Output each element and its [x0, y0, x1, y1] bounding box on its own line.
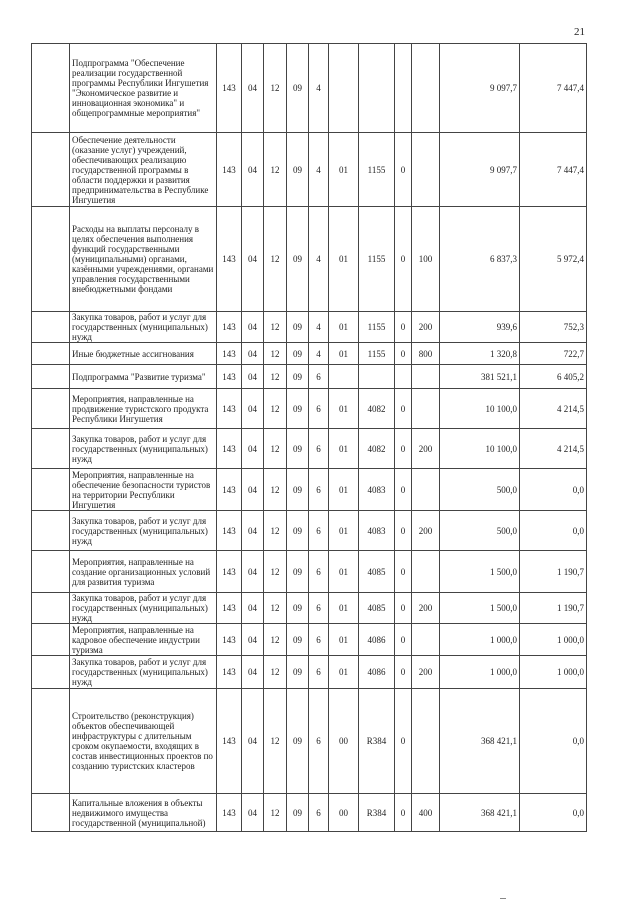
actual-amount: 6 405,2 [520, 365, 587, 389]
code-cell-c4: 09 [287, 511, 309, 551]
code-cell-c1: 143 [217, 624, 242, 656]
code-cell-c6: 01 [329, 343, 359, 365]
row-number-cell [32, 133, 70, 207]
code-cell-c4: 09 [287, 656, 309, 689]
planned-amount: 368 421,1 [440, 689, 520, 794]
planned-amount: 9 097,7 [440, 44, 520, 133]
code-cell-c2: 04 [242, 343, 264, 365]
code-cell-c8: 0 [395, 624, 412, 656]
actual-amount: 0,0 [520, 511, 587, 551]
code-cell-c5: 6 [309, 389, 329, 429]
code-cell-c2: 04 [242, 389, 264, 429]
scan-mark [500, 898, 506, 899]
table-row [32, 44, 587, 133]
code-cell-c1: 143 [217, 551, 242, 593]
code-cell-c3: 12 [264, 689, 287, 794]
code-cell-c8: 0 [395, 794, 412, 832]
planned-amount: 500,0 [440, 511, 520, 551]
code-cell-c2: 04 [242, 794, 264, 832]
actual-amount: 752,3 [520, 312, 587, 343]
code-cell-c1: 143 [217, 794, 242, 832]
code-cell-c2: 04 [242, 689, 264, 794]
code-cell-c4: 09 [287, 551, 309, 593]
row-number-cell [32, 207, 70, 312]
code-cell-c7: 1155 [359, 343, 395, 365]
code-cell-c1: 143 [217, 689, 242, 794]
row-number-cell [32, 794, 70, 832]
code-cell-c8: 0 [395, 207, 412, 312]
code-cell-c6: 01 [329, 469, 359, 511]
actual-amount: 1 190,7 [520, 593, 587, 624]
code-cell-c9: 200 [412, 656, 440, 689]
row-number-cell [32, 389, 70, 429]
code-cell-c5: 6 [309, 365, 329, 389]
code-cell-c8: 0 [395, 593, 412, 624]
code-cell-c7: 4082 [359, 429, 395, 469]
code-cell-c9: 100 [412, 207, 440, 312]
table-row [32, 551, 587, 593]
code-cell-c3: 12 [264, 207, 287, 312]
code-cell-c4: 09 [287, 389, 309, 429]
actual-amount: 722,7 [520, 343, 587, 365]
code-cell-c2: 04 [242, 44, 264, 133]
row-name: Мероприятия, направленные на кадровое обеспечение индустрии туризма [70, 624, 217, 656]
code-cell-c3: 12 [264, 593, 287, 624]
code-cell-c3: 12 [264, 624, 287, 656]
code-cell-c6: 01 [329, 133, 359, 207]
planned-amount: 1 500,0 [440, 551, 520, 593]
row-number-cell [32, 44, 70, 133]
code-cell-c1: 143 [217, 44, 242, 133]
code-cell-c4: 09 [287, 133, 309, 207]
code-cell-c8: 0 [395, 133, 412, 207]
code-cell-c6: 01 [329, 624, 359, 656]
code-cell-c5: 6 [309, 551, 329, 593]
code-cell-c7: 4086 [359, 624, 395, 656]
table-row [32, 429, 587, 469]
planned-amount: 1 500,0 [440, 593, 520, 624]
row-name: Мероприятия, направленные на продвижение туристского продукта Республики Ингушетия [70, 389, 217, 429]
code-cell-c3: 12 [264, 343, 287, 365]
code-cell-c4: 09 [287, 207, 309, 312]
code-cell-c9: 200 [412, 312, 440, 343]
code-cell-c1: 143 [217, 312, 242, 343]
planned-amount: 1 320,8 [440, 343, 520, 365]
code-cell-c6: 01 [329, 656, 359, 689]
budget-table [31, 43, 587, 832]
row-name: Мероприятия, направленные на обеспечение безопасности туристов на территории Республики Ингушетия [70, 469, 217, 511]
row-name: Закупка товаров, работ и услуг для государственных (муниципальных) нужд [70, 429, 217, 469]
code-cell-c7: R384 [359, 689, 395, 794]
code-cell-c2: 04 [242, 624, 264, 656]
code-cell-c8: 0 [395, 656, 412, 689]
planned-amount: 1 000,0 [440, 624, 520, 656]
planned-amount: 10 100,0 [440, 389, 520, 429]
code-cell-c4: 09 [287, 44, 309, 133]
code-cell-c2: 04 [242, 312, 264, 343]
code-cell-c2: 04 [242, 551, 264, 593]
row-name: Закупка товаров, работ и услуг для государственных (муниципальных) нужд [70, 511, 217, 551]
row-name: Капитальные вложения в объекты недвижимого имущества государственной (муниципальной) [70, 794, 217, 832]
table-row [32, 133, 587, 207]
code-cell-c4: 09 [287, 689, 309, 794]
row-number-cell [32, 365, 70, 389]
table-row [32, 794, 587, 832]
code-cell-c7: 4083 [359, 511, 395, 551]
code-cell-c8: 0 [395, 429, 412, 469]
code-cell-c5: 6 [309, 593, 329, 624]
code-cell-c9 [412, 365, 440, 389]
code-cell-c5: 4 [309, 343, 329, 365]
actual-amount: 1 190,7 [520, 551, 587, 593]
row-number-cell [32, 551, 70, 593]
code-cell-c9 [412, 389, 440, 429]
code-cell-c5: 6 [309, 794, 329, 832]
row-name: Иные бюджетные ассигнования [70, 343, 217, 365]
row-number-cell [32, 656, 70, 689]
row-name: Подпрограмма "Обеспечение реализации государственной программы Республики Ингушетия "Экономическое развитие и инновационная экономика" и общепрограммные мероприятия" [70, 44, 217, 133]
table-row [32, 656, 587, 689]
planned-amount: 381 521,1 [440, 365, 520, 389]
code-cell-c3: 12 [264, 511, 287, 551]
code-cell-c9: 200 [412, 511, 440, 551]
code-cell-c6: 01 [329, 207, 359, 312]
row-number-cell [32, 429, 70, 469]
code-cell-c6: 01 [329, 511, 359, 551]
code-cell-c6: 01 [329, 389, 359, 429]
code-cell-c3: 12 [264, 389, 287, 429]
code-cell-c2: 04 [242, 656, 264, 689]
code-cell-c6: 00 [329, 794, 359, 832]
row-number-cell [32, 312, 70, 343]
code-cell-c6: 00 [329, 689, 359, 794]
code-cell-c3: 12 [264, 133, 287, 207]
code-cell-c4: 09 [287, 343, 309, 365]
code-cell-c3: 12 [264, 794, 287, 832]
code-cell-c5: 6 [309, 429, 329, 469]
code-cell-c9 [412, 133, 440, 207]
actual-amount: 0,0 [520, 794, 587, 832]
code-cell-c9: 400 [412, 794, 440, 832]
table-row [32, 511, 587, 551]
code-cell-c9 [412, 44, 440, 133]
code-cell-c9: 200 [412, 429, 440, 469]
row-number-cell [32, 343, 70, 365]
code-cell-c8: 0 [395, 389, 412, 429]
code-cell-c9 [412, 689, 440, 794]
code-cell-c8: 0 [395, 469, 412, 511]
code-cell-c8 [395, 365, 412, 389]
row-number-cell [32, 469, 70, 511]
code-cell-c1: 143 [217, 365, 242, 389]
planned-amount: 939,6 [440, 312, 520, 343]
row-number-cell [32, 511, 70, 551]
table-row [32, 365, 587, 389]
actual-amount: 7 447,4 [520, 133, 587, 207]
code-cell-c9 [412, 551, 440, 593]
table-row [32, 593, 587, 624]
code-cell-c7: 1155 [359, 312, 395, 343]
code-cell-c4: 09 [287, 469, 309, 511]
code-cell-c3: 12 [264, 365, 287, 389]
code-cell-c8: 0 [395, 511, 412, 551]
table-row [32, 312, 587, 343]
actual-amount: 4 214,5 [520, 389, 587, 429]
code-cell-c3: 12 [264, 44, 287, 133]
code-cell-c1: 143 [217, 593, 242, 624]
row-name: Мероприятия, направленные на создание организационных условий для развития туризма [70, 551, 217, 593]
code-cell-c3: 12 [264, 429, 287, 469]
code-cell-c5: 6 [309, 656, 329, 689]
code-cell-c6 [329, 44, 359, 133]
code-cell-c9 [412, 624, 440, 656]
code-cell-c4: 09 [287, 794, 309, 832]
code-cell-c1: 143 [217, 343, 242, 365]
row-name: Закупка товаров, работ и услуг для государственных (муниципальных) нужд [70, 312, 217, 343]
row-name: Строительство (реконструкция) объектов обеспечивающей инфраструктуры с длительным сроком окупаемости, входящих в состав инвестиционных проектов по созданию туристских кластеров [70, 689, 217, 794]
code-cell-c7: R384 [359, 794, 395, 832]
code-cell-c2: 04 [242, 593, 264, 624]
code-cell-c5: 4 [309, 44, 329, 133]
code-cell-c7: 4085 [359, 551, 395, 593]
code-cell-c5: 4 [309, 312, 329, 343]
code-cell-c4: 09 [287, 593, 309, 624]
planned-amount: 1 000,0 [440, 656, 520, 689]
code-cell-c7: 4085 [359, 593, 395, 624]
code-cell-c5: 6 [309, 624, 329, 656]
table-row [32, 343, 587, 365]
code-cell-c2: 04 [242, 469, 264, 511]
row-name: Закупка товаров, работ и услуг для государственных (муниципальных) нужд [70, 593, 217, 624]
code-cell-c6 [329, 365, 359, 389]
code-cell-c1: 143 [217, 207, 242, 312]
code-cell-c1: 143 [217, 656, 242, 689]
code-cell-c3: 12 [264, 312, 287, 343]
planned-amount: 10 100,0 [440, 429, 520, 469]
code-cell-c3: 12 [264, 551, 287, 593]
code-cell-c8: 0 [395, 551, 412, 593]
code-cell-c2: 04 [242, 429, 264, 469]
code-cell-c1: 143 [217, 469, 242, 511]
actual-amount: 1 000,0 [520, 624, 587, 656]
code-cell-c5: 6 [309, 469, 329, 511]
code-cell-c2: 04 [242, 207, 264, 312]
code-cell-c4: 09 [287, 624, 309, 656]
code-cell-c1: 143 [217, 133, 242, 207]
code-cell-c7: 4082 [359, 389, 395, 429]
code-cell-c8: 0 [395, 343, 412, 365]
code-cell-c5: 4 [309, 133, 329, 207]
code-cell-c7 [359, 44, 395, 133]
code-cell-c9: 200 [412, 593, 440, 624]
code-cell-c5: 6 [309, 511, 329, 551]
row-number-cell [32, 624, 70, 656]
planned-amount: 9 097,7 [440, 133, 520, 207]
page-number: 21 [574, 26, 585, 38]
row-number-cell [32, 689, 70, 794]
table-row [32, 389, 587, 429]
actual-amount: 0,0 [520, 469, 587, 511]
code-cell-c7: 1155 [359, 207, 395, 312]
code-cell-c1: 143 [217, 389, 242, 429]
code-cell-c7 [359, 365, 395, 389]
code-cell-c6: 01 [329, 429, 359, 469]
planned-amount: 368 421,1 [440, 794, 520, 832]
code-cell-c4: 09 [287, 365, 309, 389]
table-row [32, 207, 587, 312]
code-cell-c5: 4 [309, 207, 329, 312]
planned-amount: 500,0 [440, 469, 520, 511]
code-cell-c2: 04 [242, 511, 264, 551]
row-name: Закупка товаров, работ и услуг для государственных (муниципальных) нужд [70, 656, 217, 689]
row-number-cell [32, 593, 70, 624]
row-name: Расходы на выплаты персоналу в целях обеспечения выполнения функций государственными (муниципальными) органами, казёнными учреждениями, органами управления государственными внебюджетными фондами [70, 207, 217, 312]
code-cell-c1: 143 [217, 429, 242, 469]
code-cell-c6: 01 [329, 312, 359, 343]
code-cell-c2: 04 [242, 365, 264, 389]
code-cell-c9 [412, 469, 440, 511]
code-cell-c7: 4083 [359, 469, 395, 511]
actual-amount: 4 214,5 [520, 429, 587, 469]
actual-amount: 7 447,4 [520, 44, 587, 133]
code-cell-c5: 6 [309, 689, 329, 794]
code-cell-c3: 12 [264, 656, 287, 689]
actual-amount: 0,0 [520, 689, 587, 794]
code-cell-c6: 01 [329, 593, 359, 624]
code-cell-c8: 0 [395, 312, 412, 343]
code-cell-c7: 4086 [359, 656, 395, 689]
code-cell-c1: 143 [217, 511, 242, 551]
code-cell-c4: 09 [287, 429, 309, 469]
planned-amount: 6 837,3 [440, 207, 520, 312]
code-cell-c6: 01 [329, 551, 359, 593]
row-name: Обеспечение деятельности (оказание услуг) учреждений, обеспечивающих реализацию государственной программы в области поддержки и развития предпринимательства в Республике Ингушетия [70, 133, 217, 207]
code-cell-c2: 04 [242, 133, 264, 207]
table-row [32, 689, 587, 794]
actual-amount: 5 972,4 [520, 207, 587, 312]
code-cell-c4: 09 [287, 312, 309, 343]
row-name: Подпрограмма "Развитие туризма" [70, 365, 217, 389]
code-cell-c8: 0 [395, 689, 412, 794]
actual-amount: 1 000,0 [520, 656, 587, 689]
table-body [32, 44, 587, 832]
code-cell-c9: 800 [412, 343, 440, 365]
table-row [32, 624, 587, 656]
code-cell-c3: 12 [264, 469, 287, 511]
code-cell-c7: 1155 [359, 133, 395, 207]
code-cell-c8 [395, 44, 412, 133]
table-row [32, 469, 587, 511]
